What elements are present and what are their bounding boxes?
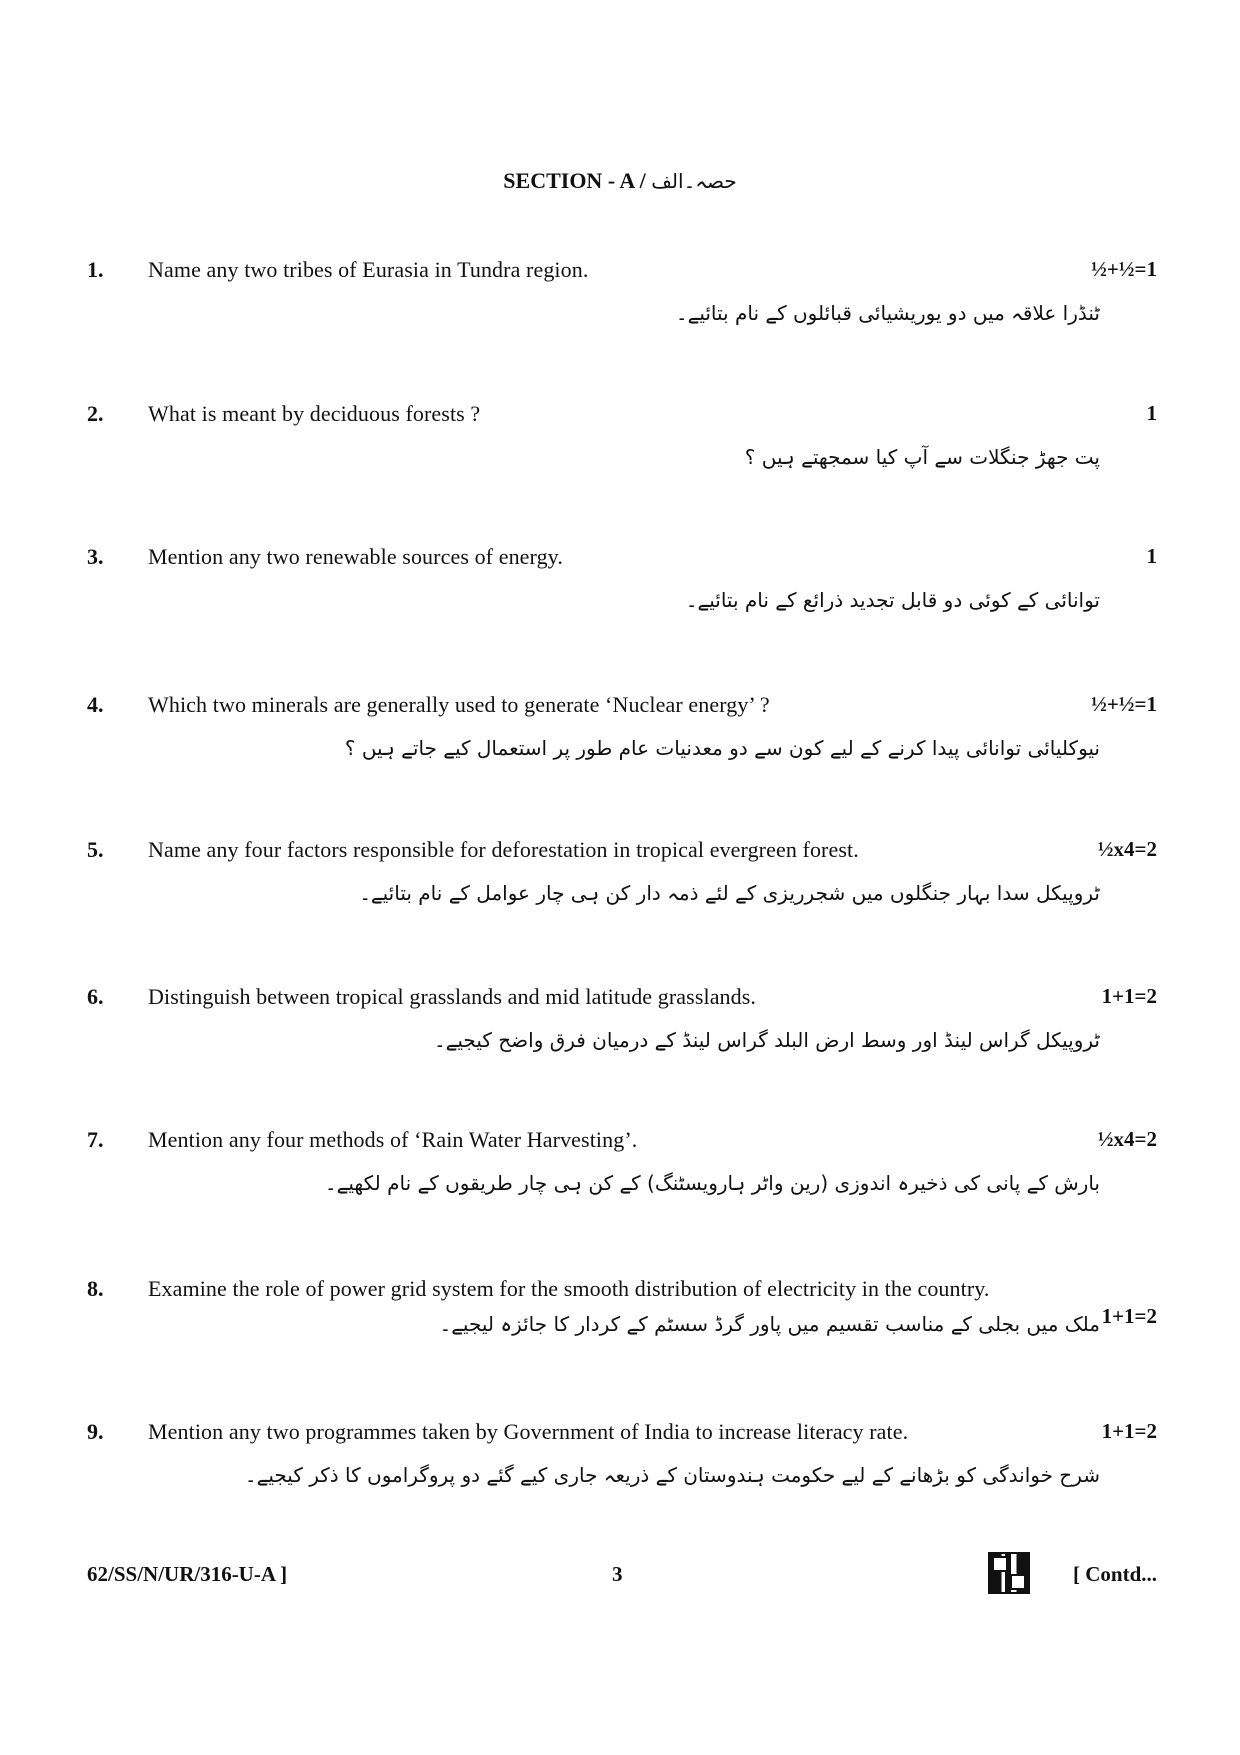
question-marks: 1 bbox=[1146, 401, 1157, 425]
question-text-en: Mention any two programmes taken by Government of India to increase literacy rate. bbox=[148, 1419, 909, 1444]
question-marks: 1 bbox=[1146, 544, 1157, 568]
question-text-en: Mention any four methods of ‘Rain Water Harvesting’. bbox=[148, 1127, 638, 1152]
section-title-en: SECTION - A / bbox=[503, 168, 646, 193]
question-9 bbox=[0, 1419, 1240, 1529]
question-text-ur: ٹروپیکل سدا بہار جنگلوں میں شجرریزی کے لئے ذمہ دار کن ہی چار عوامل کے نام بتائیے۔ bbox=[359, 881, 1100, 905]
question-4 bbox=[0, 692, 1240, 802]
question-number: 3. bbox=[87, 544, 104, 569]
question-marks: ½+½=1 bbox=[1091, 692, 1157, 716]
question-text-en: Distinguish between tropical grasslands and mid latitude grasslands. bbox=[148, 984, 757, 1009]
question-5 bbox=[0, 837, 1240, 947]
paper-code: 62/SS/N/UR/316-U-A ] bbox=[87, 1562, 288, 1586]
qr-code-icon bbox=[990, 1554, 1028, 1592]
question-number: 4. bbox=[87, 692, 104, 717]
question-marks: 1+1=2 bbox=[1101, 1304, 1157, 1328]
question-text-ur: ملک میں بجلی کے مناسب تقسیم میں پاور گرڈ سسٹم کے کردار کا جائزہ لیجیے۔ bbox=[439, 1312, 1100, 1336]
question-number: 9. bbox=[87, 1419, 104, 1444]
question-number: 8. bbox=[87, 1276, 104, 1301]
question-text-en: Examine the role of power grid system for the smooth distribution of electricity in the country. bbox=[148, 1276, 990, 1301]
question-text-ur: بارش کے پانی کی ذخیرہ اندوزی (رین واٹر ہارویسٹنگ) کے کن ہی چار طریقوں کے نام لکھیے۔ bbox=[324, 1171, 1100, 1195]
question-marks: ½x4=2 bbox=[1097, 837, 1157, 861]
question-marks: ½+½=1 bbox=[1091, 257, 1157, 281]
continued-label: [ Contd... bbox=[1072, 1562, 1157, 1586]
question-7 bbox=[0, 1127, 1240, 1237]
question-number: 2. bbox=[87, 401, 104, 426]
section-title-ur: حصہ۔الف bbox=[651, 169, 737, 193]
question-1 bbox=[0, 257, 1240, 367]
question-text-en: Which two minerals are generally used to generate ‘Nuclear energy’ ? bbox=[148, 692, 770, 717]
section-title bbox=[0, 168, 1240, 194]
question-text-en: Mention any two renewable sources of energy. bbox=[148, 544, 563, 569]
question-marks: 1+1=2 bbox=[1101, 1419, 1157, 1443]
question-number: 7. bbox=[87, 1127, 104, 1152]
question-text-ur: نیوکلیائی توانائی پیدا کرنے کے لیے کون سے دو معدنیات عام طور پر استعمال کیے جاتے ہیں ؟ bbox=[344, 736, 1100, 760]
question-text-ur: توانائی کے کوئی دو قابل تجدید ذرائع کے نام بتائیے۔ bbox=[685, 588, 1100, 612]
question-marks: 1+1=2 bbox=[1101, 984, 1157, 1008]
question-text-en: What is meant by deciduous forests ? bbox=[148, 401, 481, 426]
question-number: 1. bbox=[87, 257, 104, 282]
page-footer bbox=[0, 1562, 1240, 1602]
question-marks: ½x4=2 bbox=[1097, 1127, 1157, 1151]
question-text-ur: ٹروپیکل گراس لینڈ اور وسط ارض البلد گراس لینڈ کے درمیان فرق واضح کیجیے۔ bbox=[433, 1028, 1100, 1052]
question-6 bbox=[0, 984, 1240, 1094]
question-3 bbox=[0, 544, 1240, 654]
question-text-en: Name any two tribes of Eurasia in Tundra region. bbox=[148, 257, 589, 282]
question-text-ur: پت جھڑ جنگلات سے آپ کیا سمجھتے ہیں ؟ bbox=[744, 445, 1100, 469]
question-number: 6. bbox=[87, 984, 104, 1009]
page-number: 3 bbox=[612, 1562, 623, 1586]
question-number: 5. bbox=[87, 837, 104, 862]
question-text-ur: ٹنڈرا علاقہ میں دو یوریشیائی قبائلوں کے نام بتائیے۔ bbox=[675, 301, 1100, 325]
question-text-ur: شرح خواندگی کو بڑھانے کے لیے حکومت ہندوستان کے ذریعہ جاری کیے گئے دو پروگراموں کا ذکر کیجیے۔ bbox=[244, 1463, 1100, 1487]
question-text-en: Name any four factors responsible for deforestation in tropical evergreen forest. bbox=[148, 837, 859, 862]
question-2 bbox=[0, 401, 1240, 511]
question-8 bbox=[0, 1276, 1240, 1386]
